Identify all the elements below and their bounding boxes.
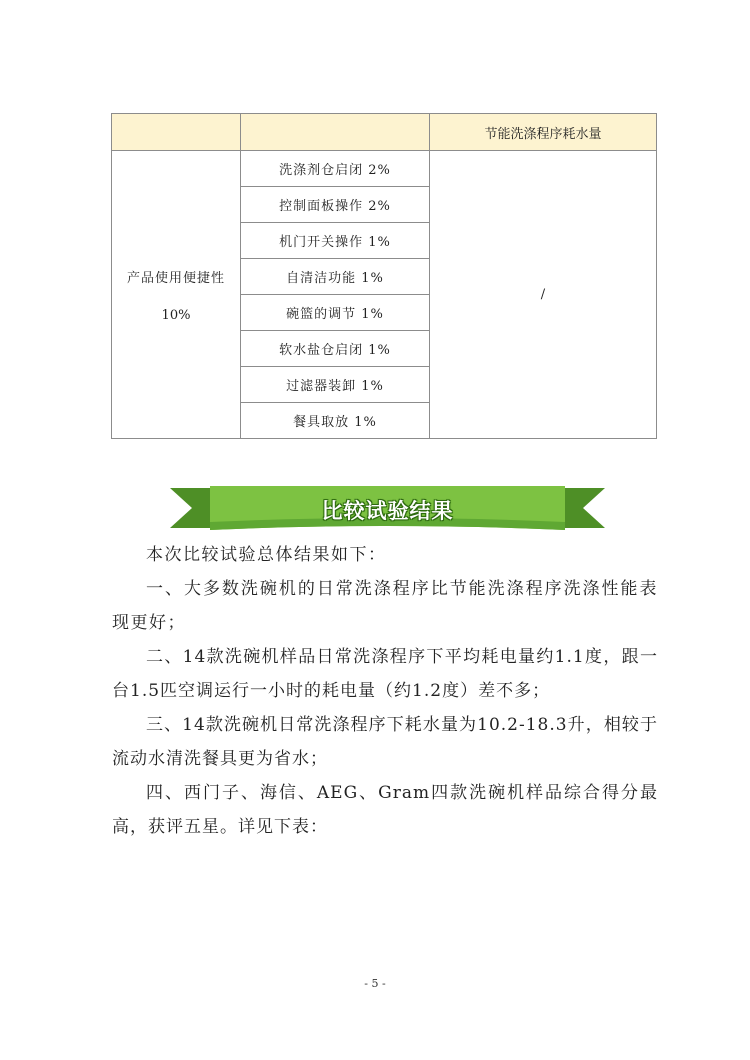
table-header-row bbox=[112, 114, 657, 151]
paragraph-1: 一、大多数洗碗机的日常洗涤程序比节能洗涤程序洗涤性能表现更好； bbox=[112, 579, 658, 633]
item-cell: 餐具取放 1% bbox=[241, 403, 430, 439]
item-cell: 碗篮的调节 1% bbox=[241, 295, 430, 331]
group-label-cell bbox=[112, 151, 241, 439]
page-number: - 5 - bbox=[364, 977, 386, 990]
banner-title: 比较试验结果 bbox=[321, 499, 454, 523]
group-weight: 10% bbox=[161, 307, 191, 323]
item-cell: 控制面板操作 2% bbox=[241, 187, 430, 223]
results-text bbox=[112, 538, 658, 844]
paragraph-3: 三、14款洗碗机日常洗涤程序下耗水量为10.2-18.3升，相较于流动水清洗餐具更为省水； bbox=[112, 715, 658, 769]
group-label: 产品使用便捷性 bbox=[126, 270, 225, 286]
paragraph-intro: 本次比较试验总体结果如下： bbox=[146, 545, 387, 565]
right-value-cell: / bbox=[430, 151, 657, 439]
header-cell-3: 节能洗涤程序耗水量 bbox=[430, 114, 657, 151]
paragraph-4: 四、西门子、海信、AEG、Gram四款洗碗机样品综合得分最高，获评五星。详见下表： bbox=[112, 783, 658, 837]
item-cell: 洗涤剂仓启闭 2% bbox=[241, 151, 430, 187]
header-cell-2 bbox=[241, 114, 430, 151]
table-row bbox=[112, 151, 657, 187]
item-cell: 自清洁功能 1% bbox=[241, 259, 430, 295]
item-cell: 机门开关操作 1% bbox=[241, 223, 430, 259]
item-cell: 软水盐仓启闭 1% bbox=[241, 331, 430, 367]
evaluation-table bbox=[111, 113, 657, 439]
item-cell: 过滤器装卸 1% bbox=[241, 367, 430, 403]
header-cell-1 bbox=[112, 114, 241, 151]
paragraph-2: 二、14款洗碗机样品日常洗涤程序下平均耗电量约1.1度，跟一台1.5匹空调运行一小时的耗电量（约1.2度）差不多； bbox=[112, 647, 658, 701]
